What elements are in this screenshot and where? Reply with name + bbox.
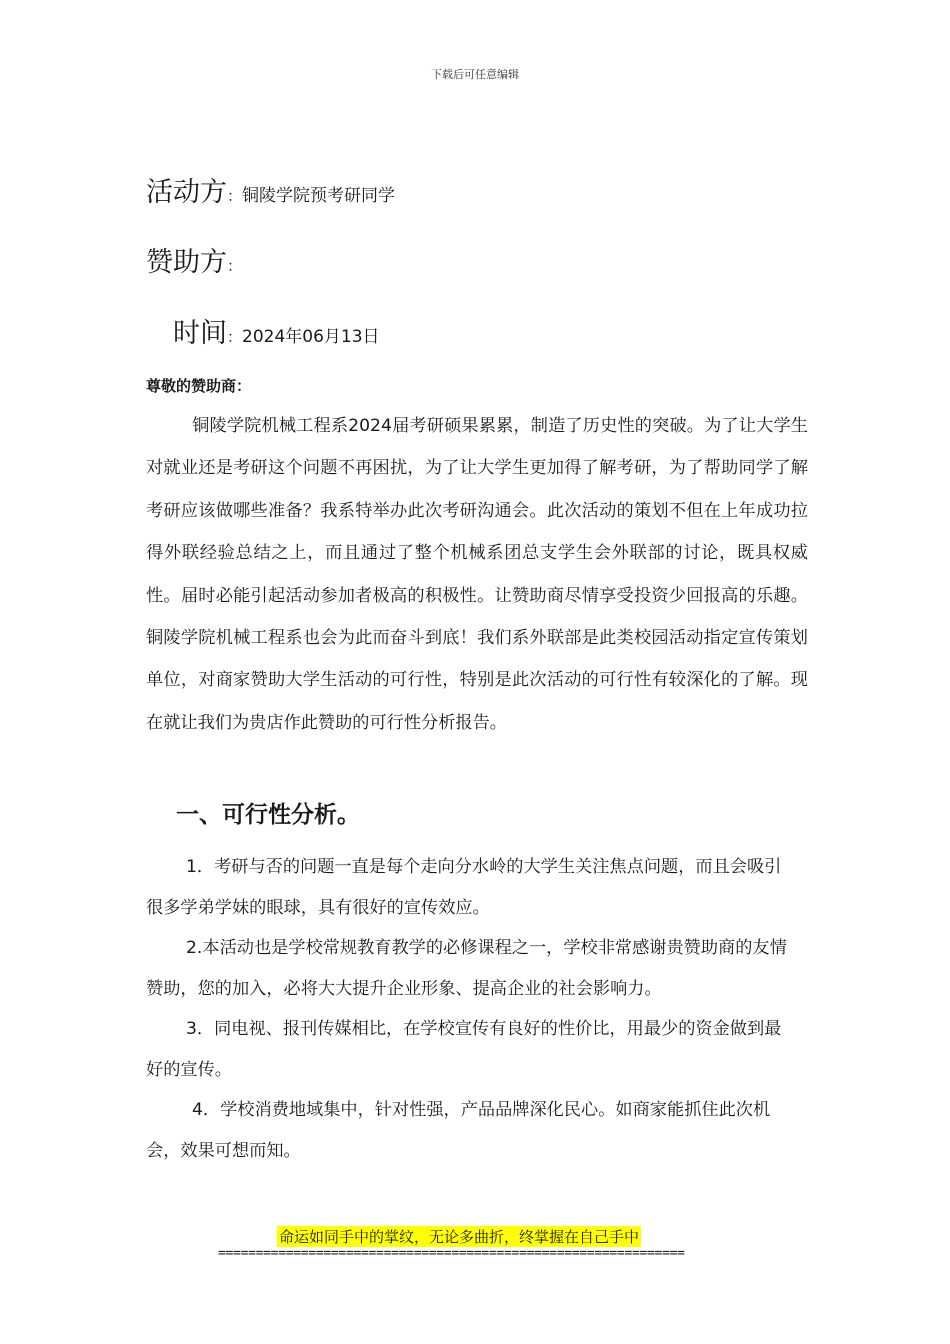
organizer-field (146, 170, 395, 209)
intro-paragraph-text: 铜陵学院机械工程系2024届考研硕果累累，制造了历史性的突破。为了让大学生对就业还是考研这个问题不再困扰，为了让大学生更加得了解考研，为了帮助同学了解考研应该做哪些准备？我系特举办此次考研沟通会。此次活动的策划不但在上年成功拉得外联经验总结之上，而且通过了整个机械系团总支学生会外联部的讨论，既具权威性。届时必能引起活动参加者极高的积极性。让赞助商尽情享受投资少回报高的乐趣。铜陵学院机械工程系也会为此而奋斗到底！我们系外联部是此类校园活动指定宣传策划单位，对商家赞助大学生活动的可行性，特别是此次活动的可行性有较深化的了解。现在就让我们为贵店作此赞助的可行性分析报告。 (146, 416, 808, 733)
organizer-label: 活动方 (146, 177, 227, 208)
sponsor-label: 赞助方 (146, 247, 227, 278)
organizer-value: 铜陵学院预考研同学 (242, 186, 396, 206)
time-colon: ： (227, 328, 243, 346)
sponsor-field (146, 240, 242, 279)
salutation: 尊敬的赞助商： (146, 377, 252, 395)
time-field (173, 311, 380, 350)
page-header-note: 下载后可任意编辑 (431, 68, 519, 81)
time-label: 时间 (173, 318, 227, 349)
organizer-colon: ： (227, 187, 243, 205)
list-item: 3．同电视、报刊传媒相比，在学校宣传有良好的性价比，用最少的资金做到最好的宣传。 (146, 1019, 782, 1080)
section-title: 一、可行性分析。 (176, 802, 360, 828)
time-value: 2024年06月13日 (242, 327, 380, 347)
list-item: 2.本活动也是学校常规教育教学的必修课程之一，学校非常感谢贵赞助商的友情赞助，您的加入，必将大大提升企业形象、提高企业的社会影响力。 (146, 938, 787, 999)
footer-quote: 命运如同手中的掌纹，无论多曲折，终掌握在自己手中 (279, 1228, 640, 1246)
list-item: 1．考研与否的问题一直是每个走向分水岭的大学生关注焦点问题，而且会吸引很多学弟学妹的眼球，具有很好的宣传效应。 (146, 857, 782, 918)
intro-paragraph (146, 405, 808, 744)
footer-divider: ============================================================== (218, 1246, 685, 1261)
sponsor-colon: ： (227, 257, 243, 275)
list-item: 4．学校消费地域集中，针对性强，产品品牌深化民心。如商家能抓住此次机会，效果可想而知。 (146, 1100, 771, 1161)
